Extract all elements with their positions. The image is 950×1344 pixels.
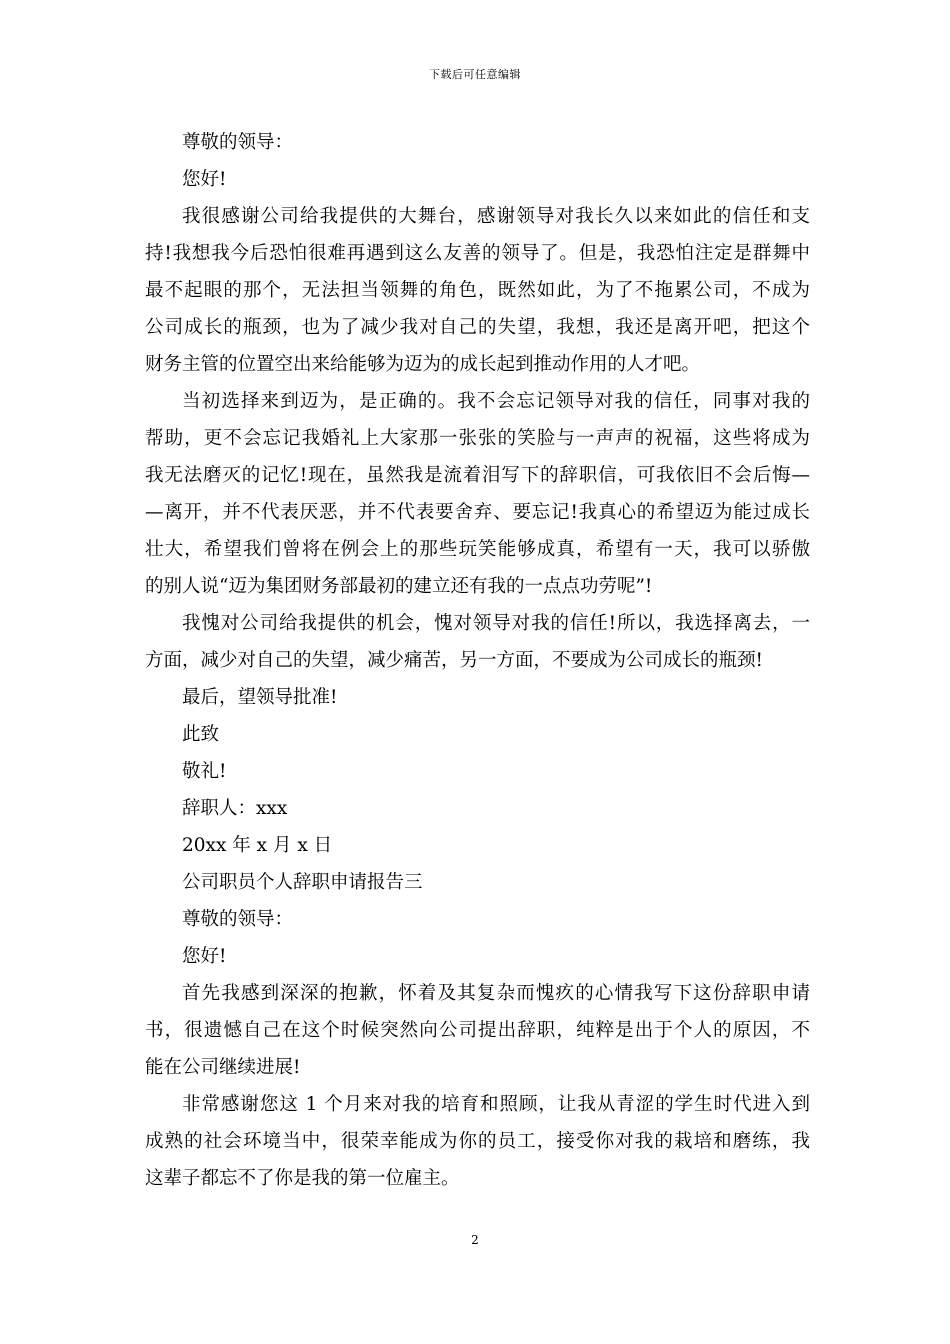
paragraph-line: 我很感谢公司给我提供的大舞台，感谢领导对我长久以来如此的信任和支 [182,206,810,227]
paragraph-line: 成熟的社会环境当中，很荣幸能成为你的员工，接受你对我的栽培和磨练，我 [145,1131,810,1152]
paragraph-line: 公司成长的瓶颈，也为了减少我对自己的失望，我想，我还是离开吧，把这个 [145,317,810,338]
closing-salute: 敬礼! [182,761,227,782]
closing-phrase: 此致 [182,724,220,745]
paragraph-line: 帮助，更不会忘记我婚礼上大家那一张张的笑脸与一声声的祝福，这些将成为 [145,428,810,449]
paragraph-line: 壮大，希望我们曾将在例会上的那些玩笑能够成真，希望有一天，我可以骄傲 [145,539,810,560]
paragraph-line: 我愧对公司给我提供的机会，愧对领导对我的信任!所以，我选择离去，一 [182,613,810,634]
paragraph-line: 首先我感到深深的抱歉，怀着及其复杂而愧疚的心情我写下这份辞职申请 [182,983,810,1004]
paragraph-line: 最不起眼的那个，无法担当领舞的角色，既然如此，为了不拖累公司，不成为 [145,280,810,301]
page-number: 2 [471,1233,479,1247]
paragraph-line: —离开，并不代表厌恶，并不代表要舍弃、要忘记!我真心的希望迈为能过成长 [145,502,810,523]
paragraph-line: 方面，减少对自己的失望，减少痛苦，另一方面，不要成为公司成长的瓶颈! [145,650,763,671]
paragraph-line: 当初选择来到迈为，是正确的。我不会忘记领导对我的信任，同事对我的 [182,391,810,412]
signature-line: 辞职人：xxx [182,798,288,819]
closing-request: 最后，望领导批准! [182,687,338,708]
paragraph-line: 我无法磨灭的记忆!现在，虽然我是流着泪写下的辞职信，可我依旧不会后悔— [145,465,810,486]
greeting: 您好! [182,946,227,967]
salutation: 尊敬的领导： [182,909,294,930]
date-line: 20xx 年 x 月 x 日 [182,835,333,856]
paragraph-line: 持!我想我今后恐怕很难再遇到这么友善的领导了。但是，我恐怕注定是群舞中 [145,243,810,264]
paragraph-line: 这辈子都忘不了你是我的第一位雇主。 [145,1168,460,1189]
letter-body [145,124,810,1197]
section-title: 公司职员个人辞职申请报告三 [182,872,423,893]
paragraph-line: 书，很遗憾自己在这个时候突然向公司提出辞职，纯粹是出于个人的原因，不 [145,1020,810,1041]
paragraph-line: 的别人说“迈为集团财务部最初的建立还有我的一点点功劳呢”! [145,576,653,597]
paragraph-line: 财务主管的位置空出来给能够为迈为的成长起到推动作用的人才吧。 [145,354,701,375]
paragraph-line: 能在公司继续进展! [145,1057,301,1078]
greeting: 您好! [182,169,227,190]
salutation: 尊敬的领导： [182,132,294,153]
paragraph-line: 非常感谢您这 1 个月来对我的培育和照顾，让我从青涩的学生时代进入到 [182,1094,810,1115]
page-header: 下载后可任意编辑 [429,68,521,81]
